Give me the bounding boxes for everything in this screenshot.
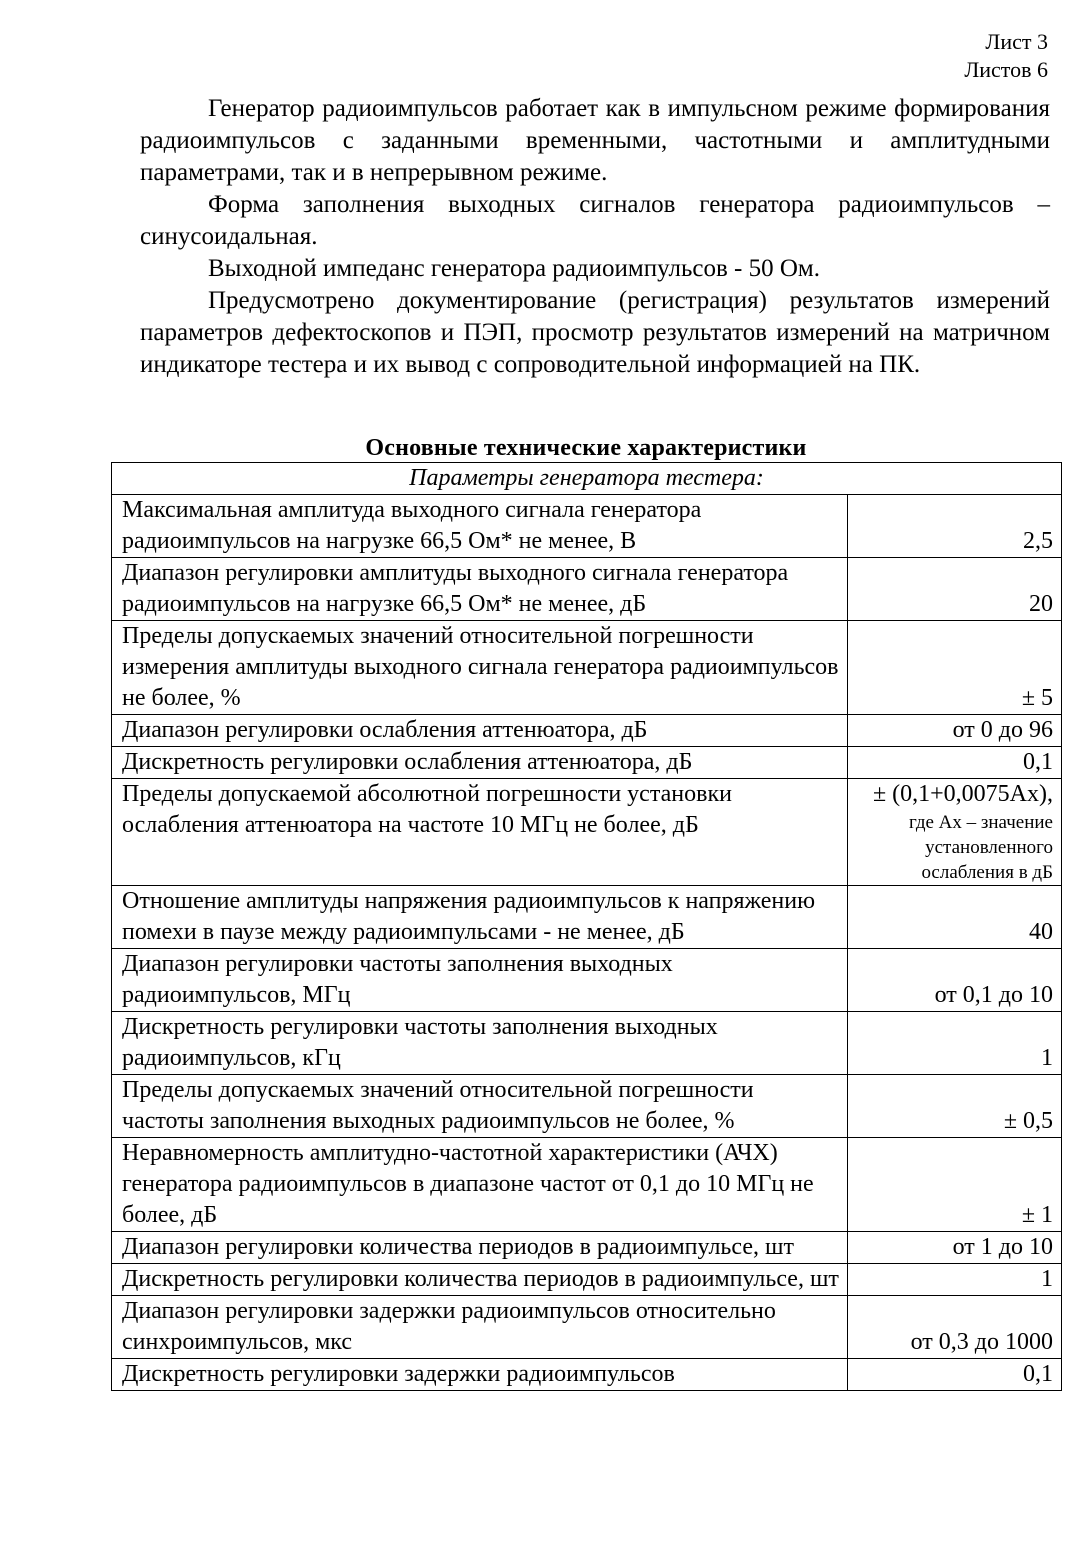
table-row: [112, 495, 1062, 558]
param-cell: Диапазон регулировки количества периодов в радиоимпульсе, шт: [112, 1232, 848, 1264]
value-cell: 20: [848, 558, 1062, 621]
value-cell: от 0,3 до 1000: [848, 1296, 1062, 1359]
table-row: [112, 1075, 1062, 1138]
paragraph: Предусмотрено документирование (регистрация) результатов измерений параметров дефектоскопов и ПЭП, просмотр результатов измерений на матричном индикаторе тестера и их вывод с сопроводительной информацией на ПК.: [140, 287, 1050, 378]
table-row: [112, 1264, 1062, 1296]
table-row: [112, 1138, 1062, 1232]
sheet-number: Лист 3: [985, 29, 1048, 54]
table-section-row: [112, 463, 1062, 495]
table-row: [112, 715, 1062, 747]
specs-table: [111, 462, 1062, 1391]
intro-text: [140, 93, 1050, 381]
param-cell: Неравномерность амплитудно-частотной характеристики (АЧХ) генератора радиоимпульсов в диапазоне частот от 0,1 до 10 МГц не более, дБ: [112, 1138, 848, 1232]
param-cell: Пределы допускаемых значений относительной погрешности частоты заполнения выходных радиоимпульсов не более, %: [112, 1075, 848, 1138]
value-cell: 0,1: [848, 747, 1062, 779]
paragraph: Форма заполнения выходных сигналов генератора радиоимпульсов – синусоидальная.: [140, 191, 1050, 250]
value-cell: от 0 до 96: [848, 715, 1062, 747]
table-row: [112, 1232, 1062, 1264]
table-row: [112, 886, 1062, 949]
param-cell: Пределы допускаемых значений относительной погрешности измерения амплитуды выходного сигнала генератора радиоимпульсов не более, %: [112, 621, 848, 715]
param-cell: Дискретность регулировки частоты заполнения выходных радиоимпульсов, кГц: [112, 1012, 848, 1075]
param-cell: Дискретность регулировки задержки радиоимпульсов: [112, 1359, 848, 1391]
sheets-total: Листов 6: [964, 57, 1048, 82]
table-row: [112, 1296, 1062, 1359]
value-cell: ± 1: [848, 1138, 1062, 1232]
param-cell: Диапазон регулировки ослабления аттенюатора, дБ: [112, 715, 848, 747]
param-cell: Отношение амплитуды напряжения радиоимпульсов к напряжению помехи в паузе между радиоимпульсами - не менее, дБ: [112, 886, 848, 949]
paragraph: Выходной импеданс генератора радиоимпульсов - 50 Ом.: [208, 255, 820, 282]
param-cell: Диапазон регулировки частоты заполнения выходных радиоимпульсов, МГц: [112, 949, 848, 1012]
value-cell: 0,1: [848, 1359, 1062, 1391]
table-row: [112, 1012, 1062, 1075]
param-cell: Максимальная амплитуда выходного сигнала генератора радиоимпульсов на нагрузке 66,5 Ом* не менее, В: [112, 495, 848, 558]
table-title: Основные технические характеристики: [365, 435, 807, 461]
table-row: [112, 779, 1062, 886]
table-row: [112, 949, 1062, 1012]
table-row: [112, 1359, 1062, 1391]
value-formula: ± (0,1+0,0075Ах),: [872, 781, 1053, 807]
value-cell: от 1 до 10: [848, 1232, 1062, 1264]
value-cell: ± 5: [848, 621, 1062, 715]
param-cell: Диапазон регулировки амплитуды выходного сигнала генератора радиоимпульсов на нагрузке 66,5 Ом* не менее, дБ: [112, 558, 848, 621]
value-cell: 2,5: [848, 495, 1062, 558]
page-header: [964, 28, 1048, 84]
value-cell: 1: [848, 1012, 1062, 1075]
table-row: [112, 558, 1062, 621]
value-cell: ± 0,5: [848, 1075, 1062, 1138]
paragraph: Генератор радиоимпульсов работает как в импульсном режиме формирования радиоимпульсов с заданными временными, частотными и амплитудными параметрами, так и в непрерывном режиме.: [140, 95, 1050, 186]
section-header: Параметры генератора тестера:: [112, 463, 1062, 495]
table-row: [112, 747, 1062, 779]
value-cell: [848, 779, 1062, 886]
param-cell: Пределы допускаемой абсолютной погрешности установки ослабления аттенюатора на частоте 10 МГц не более, дБ: [112, 779, 848, 886]
value-note: где Ах – значение установленного ослабления в дБ: [908, 812, 1053, 883]
table-row: [112, 621, 1062, 715]
value-cell: 1: [848, 1264, 1062, 1296]
param-cell: Диапазон регулировки задержки радиоимпульсов относительно синхроимпульсов, мкс: [112, 1296, 848, 1359]
value-cell: от 0,1 до 10: [848, 949, 1062, 1012]
value-cell: 40: [848, 886, 1062, 949]
param-cell: Дискретность регулировки ослабления аттенюатора, дБ: [112, 747, 848, 779]
param-cell: Дискретность регулировки количества периодов в радиоимпульсе, шт: [112, 1264, 848, 1296]
